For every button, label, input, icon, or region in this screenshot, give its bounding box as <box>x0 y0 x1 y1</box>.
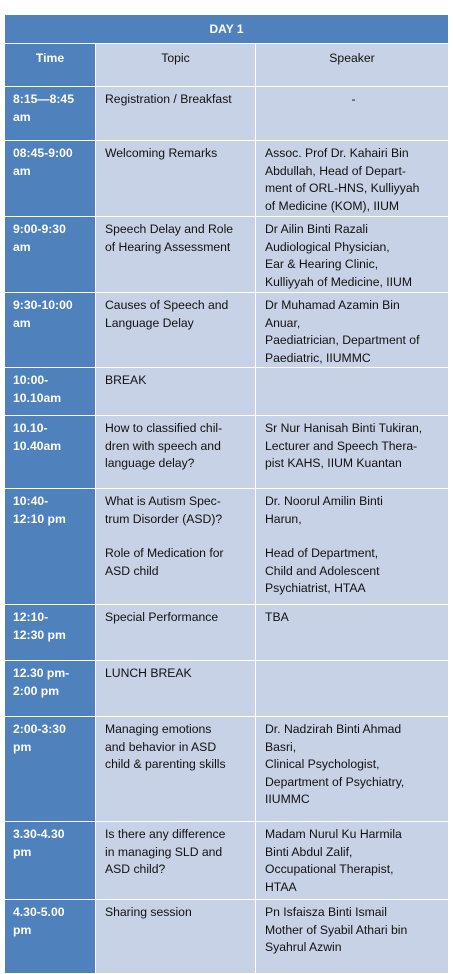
topic-line: BREAK <box>105 373 147 387</box>
time-line: 10.40am <box>13 438 62 453</box>
time-line: 8:15—8:45 <box>13 92 74 106</box>
schedule-row <box>5 822 449 900</box>
time-line: 10:40- <box>13 494 49 508</box>
schedule-row <box>5 293 449 368</box>
speaker-cell <box>256 661 449 717</box>
speaker-line: Ear & Hearing Clinic, <box>265 257 379 271</box>
time-line: am <box>13 315 31 330</box>
speaker-line: Mother of Syabil Athari bin <box>265 922 408 937</box>
topic-cell <box>96 141 256 217</box>
time-line: 10:00- <box>13 373 49 387</box>
speaker-line: Paediatric, IIUMMC <box>265 350 371 365</box>
time-cell <box>5 368 96 416</box>
speaker-line: Sr Nur Hanisah Binti Tukiran, <box>265 421 423 435</box>
topic-cell <box>96 900 256 974</box>
speaker-line: Psychiatrist, HTAA <box>265 581 366 595</box>
topic-line: child & parenting skills <box>105 757 226 771</box>
schedule-row <box>5 416 449 489</box>
time-cell <box>5 293 96 368</box>
topic-cell <box>96 489 256 605</box>
speaker-line: Occupational Therapist, <box>265 862 394 876</box>
topic-line: How to classified chil- <box>105 421 223 435</box>
speaker-line: Abdullah, Head of Depart- <box>265 163 406 178</box>
schedule-row <box>5 217 449 293</box>
time-line: 4.30-5.00 <box>13 905 65 919</box>
topic-line: Role of Medication for <box>105 546 224 560</box>
speaker-line: IIUMMC <box>265 792 310 806</box>
topic-line: Language Delay <box>105 315 194 330</box>
speaker-cell <box>256 293 449 368</box>
time-line: 12.30 pm- <box>13 666 70 680</box>
topic-line: Managing emotions <box>105 722 212 736</box>
day-title: DAY 1 <box>5 15 449 44</box>
speaker-line: TBA <box>265 610 289 624</box>
speaker-line: Madam Nurul Ku Harmila <box>265 827 402 841</box>
topic-line: trum Disorder (ASD)? <box>105 511 223 526</box>
time-line: pm <box>13 739 32 754</box>
speaker-line: Dr Ailin Binti Razali <box>265 222 368 236</box>
speaker-line: - <box>351 92 356 106</box>
line-gap <box>265 528 442 545</box>
topic-line: Welcoming Remarks <box>105 146 218 160</box>
topic-cell <box>96 87 256 141</box>
topic-line: Is there any difference <box>105 827 226 841</box>
schedule-container <box>4 14 448 974</box>
speaker-cell <box>256 717 449 822</box>
speaker-line: Department of Psychiatry, <box>265 774 405 789</box>
time-cell <box>5 416 96 489</box>
topic-cell <box>96 822 256 900</box>
topic-line: Registration / Breakfast <box>105 92 232 106</box>
speaker-cell <box>256 605 449 661</box>
topic-cell <box>96 661 256 717</box>
speaker-line: Assoc. Prof Dr. Kahairi Bin <box>265 146 409 160</box>
time-line: am <box>13 239 31 254</box>
topic-line: in managing SLD and <box>105 844 223 859</box>
speaker-line: Lecturer and Speech Thera- <box>265 438 418 453</box>
speaker-cell <box>256 368 449 416</box>
speaker-line: Clinical Psychologist, <box>265 757 380 771</box>
speaker-line: Dr Muhamad Azamin Bin <box>265 298 400 312</box>
speaker-line: Basri, <box>265 739 297 754</box>
speaker-cell <box>256 217 449 293</box>
time-line: pm <box>13 922 32 937</box>
header-speaker: Speaker <box>256 44 449 87</box>
speaker-line: Dr. Noorul Amilin Binti <box>265 494 383 508</box>
time-line: 2:00-3:30 <box>13 722 66 736</box>
time-line: 9:00-9:30 <box>13 222 66 236</box>
time-line: pm <box>13 844 32 859</box>
speaker-cell <box>256 900 449 974</box>
schedule-row <box>5 605 449 661</box>
line-gap <box>105 528 249 545</box>
time-cell <box>5 489 96 605</box>
time-line: 12:30 pm <box>13 627 66 642</box>
topic-cell <box>96 717 256 822</box>
schedule-row <box>5 900 449 974</box>
topic-line: Speech Delay and Role <box>105 222 234 236</box>
header-topic: Topic <box>96 44 256 87</box>
time-cell <box>5 661 96 717</box>
topic-line: Causes of Speech and <box>105 298 229 312</box>
time-line: am <box>13 109 31 124</box>
schedule-row <box>5 87 449 141</box>
speaker-line: HTAA <box>265 879 297 894</box>
topic-line: language delay? <box>105 456 195 470</box>
speaker-cell <box>256 416 449 489</box>
time-cell <box>5 87 96 141</box>
time-line: 12:10- <box>13 610 49 624</box>
topic-line: LUNCH BREAK <box>105 666 192 680</box>
speaker-line: Kulliyyah of Medicine, IIUM <box>265 274 412 289</box>
speaker-line: of Medicine (KOM), IIUM <box>265 198 400 213</box>
time-line: am <box>13 163 31 178</box>
topic-line: dren with speech and <box>105 438 221 453</box>
time-line: 3.30-4.30 <box>13 827 65 841</box>
speaker-line: Syahrul Azwin <box>265 940 342 954</box>
speaker-line: Child and Adolescent <box>265 563 380 578</box>
topic-cell <box>96 368 256 416</box>
speaker-line: Dr. Nadzirah Binti Ahmad <box>265 722 402 736</box>
time-cell <box>5 605 96 661</box>
schedule-row <box>5 717 449 822</box>
time-cell <box>5 141 96 217</box>
speaker-line: Harun, <box>265 511 302 526</box>
topic-line: ASD child <box>105 563 159 578</box>
topic-line: Special Performance <box>105 610 219 624</box>
topic-cell <box>96 293 256 368</box>
topic-cell <box>96 605 256 661</box>
time-cell <box>5 217 96 293</box>
topic-line: and behavior in ASD <box>105 739 217 754</box>
speaker-line: Head of Department, <box>265 546 379 560</box>
speaker-line: ment of ORL-HNS, Kulliyyah <box>265 181 420 195</box>
time-cell <box>5 822 96 900</box>
time-line: 10.10am <box>13 390 62 405</box>
speaker-line: Binti Abdul Zalif, <box>265 844 353 859</box>
topic-line: Sharing session <box>105 905 192 919</box>
speaker-cell <box>256 87 449 141</box>
schedule-row <box>5 661 449 717</box>
topic-line: ASD child? <box>105 862 166 876</box>
schedule-row <box>5 368 449 416</box>
time-line: 08:45-9:00 <box>13 146 73 160</box>
header-time: Time <box>5 44 96 87</box>
topic-line: of Hearing Assessment <box>105 239 231 254</box>
time-line: 12:10 pm <box>13 511 66 526</box>
topic-cell <box>96 217 256 293</box>
time-cell <box>5 717 96 822</box>
speaker-cell <box>256 489 449 605</box>
schedule-row <box>5 141 449 217</box>
schedule-body <box>5 87 449 974</box>
schedule-table <box>4 14 449 974</box>
speaker-line: Paediatrician, Department of <box>265 333 420 347</box>
speaker-cell <box>256 141 449 217</box>
topic-cell <box>96 416 256 489</box>
speaker-line: Anuar, <box>265 315 301 330</box>
time-line: 9:30-10:00 <box>13 298 73 312</box>
topic-line: What is Autism Spec- <box>105 494 221 508</box>
speaker-line: Pn Isfaisza Binti Ismail <box>265 905 387 919</box>
speaker-cell <box>256 822 449 900</box>
time-line: 2:00 pm <box>13 683 60 698</box>
time-cell <box>5 900 96 974</box>
speaker-line: pist KAHS, IIUM Kuantan <box>265 456 402 470</box>
time-line: 10.10- <box>13 421 48 435</box>
speaker-line: Audiological Physician, <box>265 239 390 254</box>
schedule-row <box>5 489 449 605</box>
